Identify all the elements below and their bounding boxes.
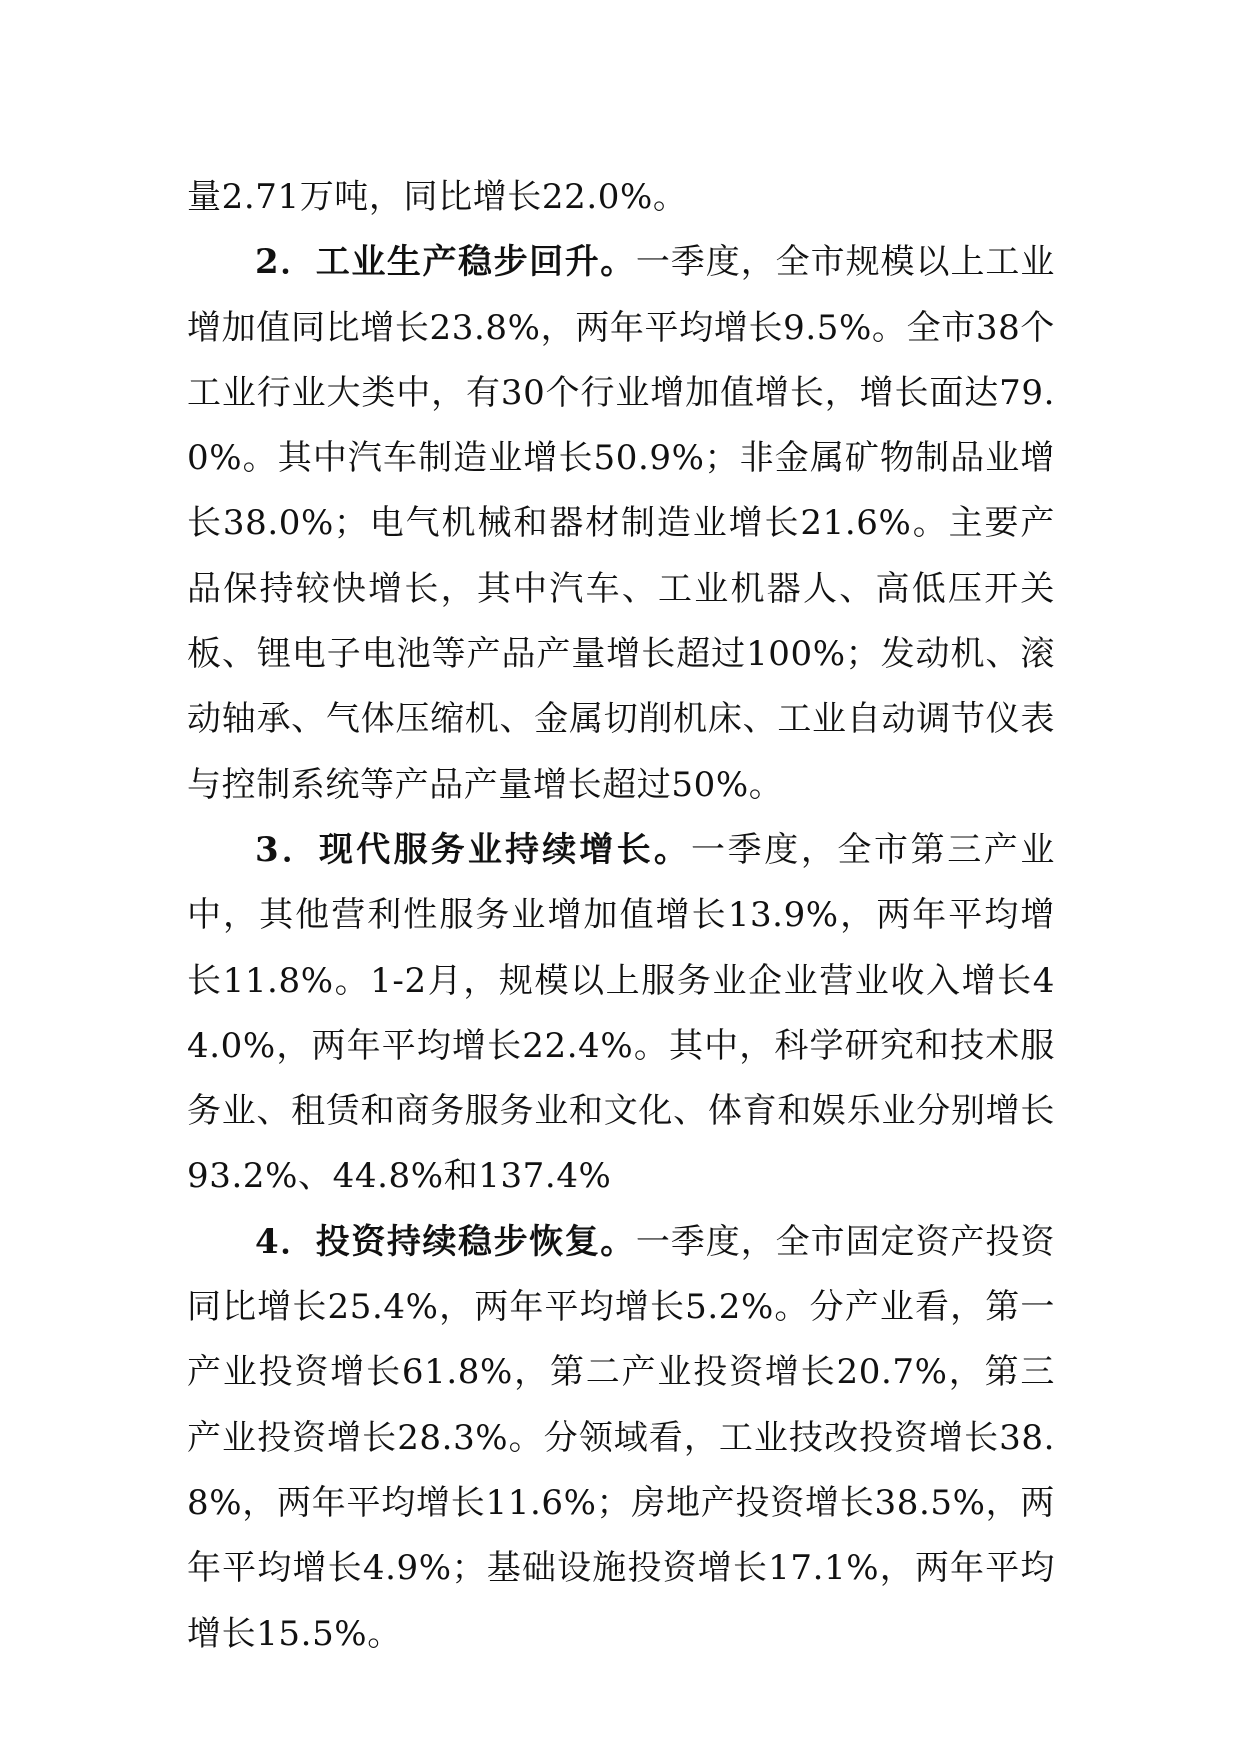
paragraph-text: 一季度，全市规模以上工业增加值同比增长23.8%，两年平均增长9.5%。全市38个工业行业大类中，有30个行业增加值增长，增长面达79.0%。其中汽车制造业增长50.9%；非金属矿物制品业增长38.0%；电气机械和器材制造业增长21.6%。主要产品保持较快增长，其中汽车、工业机器人、高低压开关板、锂电子电池等产品产量增长超过100%；发动机、滚动轴承、气体压缩机、金属切削机床、工业自动调节仪表与控制系统等产品产量增长超过50%。 xyxy=(187,242,1055,805)
paragraph-text: 一季度，全市第三产业中，其他营利性服务业增加值增长13.9%，两年平均增长11.8%。1-2月，规模以上服务业企业营业收入增长44.0%，两年平均增长22.4%。其中，科学研究和技术服务业、租赁和商务服务业和文化、体育和娱乐业分别增长93.2%、44.8%和137.4% xyxy=(187,829,1056,1197)
paragraph-heading: 3．现代服务业持续增长。 xyxy=(255,829,692,870)
paragraph-modern-services xyxy=(187,818,1055,1210)
paragraph-industrial-production xyxy=(187,230,1055,818)
paragraph-investment xyxy=(187,1210,1055,1667)
paragraph-heading: 4．投资持续稳步恢复。 xyxy=(255,1221,636,1262)
document-body xyxy=(187,165,1055,1667)
paragraph-heading: 2．工业生产稳步回升。 xyxy=(255,242,636,283)
paragraph-text: 一季度，全市固定资产投资同比增长25.4%，两年平均增长5.2%。分产业看，第一产业投资增长61.8%，第二产业投资增长20.7%，第三产业投资增长28.3%。分领域看，工业技改投资增长38.8%，两年平均增长11.6%；房地产投资增长38.5%，两年平均增长4.9%；基础设施投资增长17.1%，两年平均增长15.5%。 xyxy=(187,1221,1055,1654)
paragraph-continuation xyxy=(187,165,1055,230)
paragraph-text: 量2.71万吨，同比增长22.0%。 xyxy=(187,177,688,217)
